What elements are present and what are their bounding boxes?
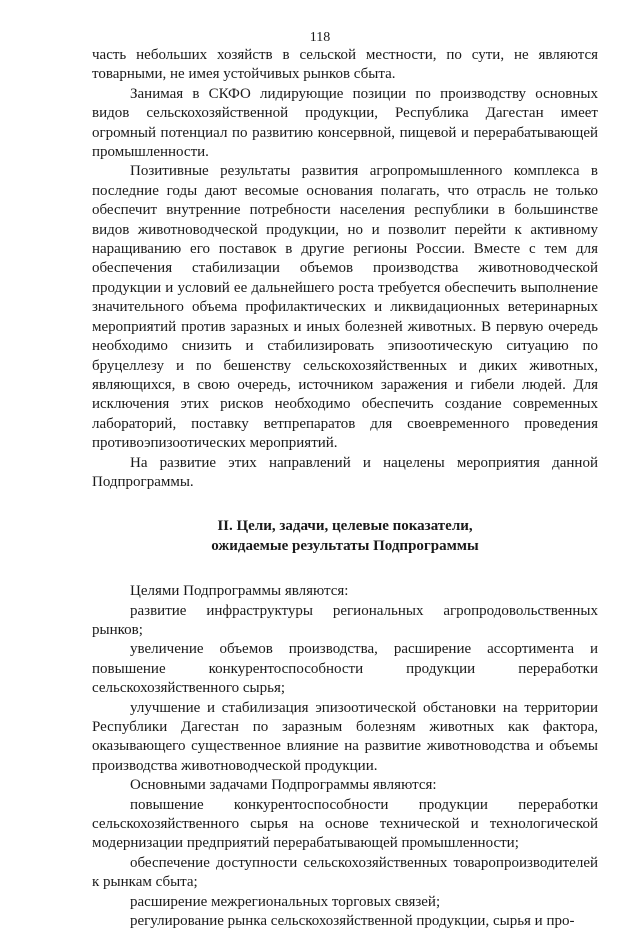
goals-intro: Целями Подпрограммы являются:: [130, 583, 349, 600]
paragraph-directions: На развитие этих направлений и нацелены мероприятия данной Подпрограммы.: [92, 454, 598, 490]
section-heading-line-2: ожидаемые результаты Подпрограммы: [211, 537, 479, 554]
section-heading-line-1: II. Цели, задачи, целевые показатели,: [217, 518, 473, 535]
page-number: 118: [309, 30, 331, 45]
task-item: повышение конкурентоспособности продукции переработки сельскохозяйственного сырья на основе технической и технологической модернизации предприятий перерабатывающей промышленности;: [92, 796, 598, 852]
goal-item: развитие инфраструктуры региональных агропродовольственных рынков;: [92, 602, 598, 638]
paragraph-potential: Занимая в СКФО лидирующие позиции по производству основных видов сельскохозяйственной продукции, Республика Дагестан имеет огромный потенциал по развитию консервной, пищевой и перерабатывающей промышленности.: [92, 85, 598, 161]
paragraph-continuation: часть небольших хозяйств в сельской местности, по сути, не являются товарными, не имея устойчивых рынков сбыта.: [92, 47, 598, 83]
section-heading: [92, 517, 598, 556]
tasks-intro: Основными задачами Подпрограммы являются:: [130, 777, 437, 794]
goal-item: улучшение и стабилизация эпизоотической обстановки на территории Республики Дагестан по заразным болезням животных как фактора, оказывающего существенное влияние на развитие животноводства и объемы производства животноводческой продукции.: [92, 699, 598, 774]
task-item: расширение межрегиональных торговых связей;: [130, 893, 441, 910]
task-item: обеспечение доступности сельскохозяйственных товаропроизводителей к рынкам сбыта;: [92, 854, 598, 891]
paragraph-results: Позитивные результаты развития агропромышленного комплекса в последние годы дают весомые основания полагать, что отрасль не только обеспечит внутренние потребности населения республики в большинстве видов животноводческой продукции, но и позволит перейти к активному наращиванию его поставок в другие регионы России. Вместе с тем для обеспечения стабилизации объемов производства животноводческой продукции и условий ее дальнейшего роста требуется обеспечить выполнение значительного объема профилактических и ликвидационных ветеринарных мероприятий против заразных и иных болезней животных. В первую очередь необходимо снизить и стабилизировать эпизоотическую ситуацию по бруцеллезу и по бешенству сельскохозяйственных и диких животных, являющихся, в свою очередь, источником заражения и гибели людей. Для исключения этих рисков необходимо обеспечить создание современных лабораторий, поставку ветпрепаратов для своевременного проведения противоэпизоотических мероприятий.: [92, 163, 598, 452]
task-item: регулирование рынка сельскохозяйственной продукции, сырья и про-: [130, 913, 575, 930]
goal-item: увеличение объемов производства, расширение ассортимента и повышение конкурентоспособности продукции переработки сельскохозяйственного сырья;: [92, 641, 598, 697]
document-body: [92, 46, 598, 931]
